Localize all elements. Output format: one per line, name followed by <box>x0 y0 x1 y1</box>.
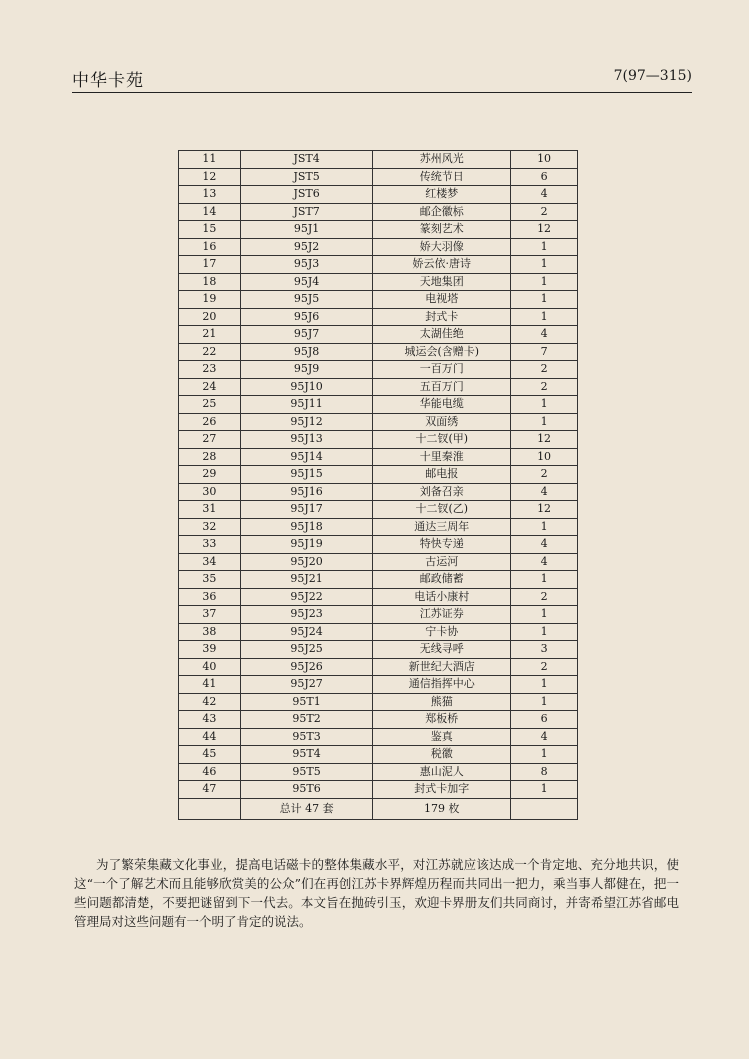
set-code: 95J22 <box>240 588 373 606</box>
row-number: 19 <box>179 291 241 309</box>
set-name: 邮企徽标 <box>373 203 511 221</box>
set-code: 95T6 <box>240 781 373 799</box>
set-name: 篆刻艺术 <box>373 221 511 239</box>
card-count: 2 <box>511 361 578 379</box>
table-row <box>179 693 578 711</box>
set-name: 惠山泥人 <box>373 763 511 781</box>
card-count: 1 <box>511 413 578 431</box>
card-count: 6 <box>511 711 578 729</box>
card-count: 1 <box>511 256 578 274</box>
row-number: 35 <box>179 571 241 589</box>
set-code: 95J17 <box>240 501 373 519</box>
set-name: 红楼梦 <box>373 186 511 204</box>
page-reference: 7(97—315) <box>613 68 692 84</box>
set-code: 95T2 <box>240 711 373 729</box>
row-number: 25 <box>179 396 241 414</box>
card-count: 12 <box>511 221 578 239</box>
card-count: 6 <box>511 168 578 186</box>
set-name: 五百万门 <box>373 378 511 396</box>
row-number: 28 <box>179 448 241 466</box>
row-number: 21 <box>179 326 241 344</box>
card-count: 12 <box>511 501 578 519</box>
set-code: 95J23 <box>240 606 373 624</box>
set-code: 95J4 <box>240 273 373 291</box>
set-code: 95J19 <box>240 536 373 554</box>
row-number: 39 <box>179 641 241 659</box>
row-number: 12 <box>179 168 241 186</box>
set-name: 郑板桥 <box>373 711 511 729</box>
set-name: 天地集团 <box>373 273 511 291</box>
journal-title: 中华卡苑 <box>72 71 144 91</box>
set-code: 95J20 <box>240 553 373 571</box>
card-count: 12 <box>511 431 578 449</box>
table-row <box>179 413 578 431</box>
set-code: 95J25 <box>240 641 373 659</box>
set-name: 十二钗(甲) <box>373 431 511 449</box>
table-row <box>179 256 578 274</box>
set-code: 95J1 <box>240 221 373 239</box>
set-code: 95J10 <box>240 378 373 396</box>
card-count: 1 <box>511 746 578 764</box>
set-name: 封式卡加字 <box>373 781 511 799</box>
set-code: JST5 <box>240 168 373 186</box>
table-row <box>179 151 578 169</box>
card-count: 4 <box>511 186 578 204</box>
table-row <box>179 623 578 641</box>
set-name: 城运会(含赠卡) <box>373 343 511 361</box>
table-row <box>179 553 578 571</box>
set-name: 刘备召亲 <box>373 483 511 501</box>
set-name: 一百万门 <box>373 361 511 379</box>
table-row <box>179 378 578 396</box>
set-name: 双面绣 <box>373 413 511 431</box>
row-number: 33 <box>179 536 241 554</box>
set-name: 电视塔 <box>373 291 511 309</box>
set-code: JST7 <box>240 203 373 221</box>
set-name: 十里秦淮 <box>373 448 511 466</box>
row-number: 11 <box>179 151 241 169</box>
table-row <box>179 221 578 239</box>
card-count: 2 <box>511 466 578 484</box>
row-number: 44 <box>179 728 241 746</box>
set-code: 95J15 <box>240 466 373 484</box>
set-code: 95J2 <box>240 238 373 256</box>
table-row <box>179 501 578 519</box>
table-row <box>179 711 578 729</box>
table-row <box>179 361 578 379</box>
set-code: 95J9 <box>240 361 373 379</box>
card-count: 2 <box>511 203 578 221</box>
card-count: 2 <box>511 378 578 396</box>
table-row <box>179 641 578 659</box>
set-name: 税徽 <box>373 746 511 764</box>
card-count: 4 <box>511 326 578 344</box>
table-row <box>179 273 578 291</box>
row-number: 16 <box>179 238 241 256</box>
row-number: 46 <box>179 763 241 781</box>
set-code: 95J12 <box>240 413 373 431</box>
row-number: 18 <box>179 273 241 291</box>
set-code: 95J18 <box>240 518 373 536</box>
body-paragraph: 为了繁荣集藏文化事业，提高电话磁卡的整体集藏水平，对江苏就应该达成一个肯定地、充分地共识，使这“一个了解艺术而且能够欣赏美的公众”们在再创江苏卡界辉煌历程而共同出一把力，乘当事人都健在，把一些问题都清楚，不要把谜留到下一代去。本文旨在抛砖引玉，欢迎卡界册友们共同商讨，并寄希望江苏省邮电管理局对这些问题有一个明了肯定的说法。 <box>74 857 679 929</box>
total-label: 总计 47 套 <box>240 798 373 819</box>
set-name: 熊猫 <box>373 693 511 711</box>
table-row <box>179 606 578 624</box>
set-name: 特快专递 <box>373 536 511 554</box>
row-number: 13 <box>179 186 241 204</box>
table-row <box>179 343 578 361</box>
row-number: 34 <box>179 553 241 571</box>
set-name: 宁卡协 <box>373 623 511 641</box>
row-number: 31 <box>179 501 241 519</box>
row-number: 26 <box>179 413 241 431</box>
set-code: 95J13 <box>240 431 373 449</box>
card-count: 1 <box>511 781 578 799</box>
card-count: 4 <box>511 553 578 571</box>
table-row <box>179 536 578 554</box>
table-row <box>179 238 578 256</box>
table-row <box>179 518 578 536</box>
card-count: 10 <box>511 151 578 169</box>
card-count: 10 <box>511 448 578 466</box>
table-row <box>179 396 578 414</box>
set-code: 95J21 <box>240 571 373 589</box>
set-code: 95J3 <box>240 256 373 274</box>
row-number: 38 <box>179 623 241 641</box>
row-number: 22 <box>179 343 241 361</box>
set-name: 娇云依·唐诗 <box>373 256 511 274</box>
table-row <box>179 658 578 676</box>
set-name: 华能电缆 <box>373 396 511 414</box>
total-blank-cell <box>179 798 241 819</box>
table-row <box>179 676 578 694</box>
set-name: 邮政储蓄 <box>373 571 511 589</box>
set-code: 95J26 <box>240 658 373 676</box>
total-empty-cell <box>511 798 578 819</box>
card-count: 1 <box>511 518 578 536</box>
card-count: 7 <box>511 343 578 361</box>
card-count: 1 <box>511 396 578 414</box>
set-name: 苏州风光 <box>373 151 511 169</box>
table-row <box>179 291 578 309</box>
card-count: 1 <box>511 693 578 711</box>
total-row <box>179 798 578 819</box>
card-count: 1 <box>511 623 578 641</box>
table-row <box>179 728 578 746</box>
card-count: 4 <box>511 728 578 746</box>
card-count: 4 <box>511 483 578 501</box>
table-row <box>179 571 578 589</box>
card-count: 1 <box>511 676 578 694</box>
row-number: 14 <box>179 203 241 221</box>
row-number: 27 <box>179 431 241 449</box>
phonecard-table <box>178 150 578 820</box>
set-name: 鉴真 <box>373 728 511 746</box>
table-row <box>179 308 578 326</box>
card-count: 1 <box>511 273 578 291</box>
set-name: 太湖佳绝 <box>373 326 511 344</box>
table-row <box>179 588 578 606</box>
row-number: 36 <box>179 588 241 606</box>
set-name: 娇大羽像 <box>373 238 511 256</box>
table-row <box>179 781 578 799</box>
card-count: 2 <box>511 588 578 606</box>
table-row <box>179 203 578 221</box>
row-number: 43 <box>179 711 241 729</box>
set-name: 封式卡 <box>373 308 511 326</box>
table-row <box>179 186 578 204</box>
row-number: 40 <box>179 658 241 676</box>
set-name: 通达三周年 <box>373 518 511 536</box>
row-number: 32 <box>179 518 241 536</box>
set-name: 江苏证券 <box>373 606 511 624</box>
set-code: 95T5 <box>240 763 373 781</box>
table-row <box>179 168 578 186</box>
set-code: 95J8 <box>240 343 373 361</box>
total-qty: 179 枚 <box>373 798 511 819</box>
row-number: 42 <box>179 693 241 711</box>
table-row <box>179 466 578 484</box>
row-number: 23 <box>179 361 241 379</box>
set-code: 95J27 <box>240 676 373 694</box>
row-number: 41 <box>179 676 241 694</box>
card-count: 4 <box>511 536 578 554</box>
set-name: 十二钗(乙) <box>373 501 511 519</box>
card-count: 1 <box>511 571 578 589</box>
set-code: JST6 <box>240 186 373 204</box>
row-number: 45 <box>179 746 241 764</box>
card-count: 1 <box>511 606 578 624</box>
table-row <box>179 483 578 501</box>
row-number: 47 <box>179 781 241 799</box>
row-number: 37 <box>179 606 241 624</box>
set-code: 95J14 <box>240 448 373 466</box>
card-count: 1 <box>511 291 578 309</box>
table-body <box>179 151 578 799</box>
set-name: 古运河 <box>373 553 511 571</box>
page-header <box>72 66 692 93</box>
table-row <box>179 763 578 781</box>
set-code: 95T1 <box>240 693 373 711</box>
card-count: 1 <box>511 238 578 256</box>
row-number: 15 <box>179 221 241 239</box>
set-code: 95J7 <box>240 326 373 344</box>
table-row <box>179 326 578 344</box>
set-name: 邮电报 <box>373 466 511 484</box>
set-name: 新世纪大酒店 <box>373 658 511 676</box>
table-row <box>179 431 578 449</box>
row-number: 20 <box>179 308 241 326</box>
set-code: 95T4 <box>240 746 373 764</box>
set-name: 传统节日 <box>373 168 511 186</box>
table-row <box>179 746 578 764</box>
set-code: 95T3 <box>240 728 373 746</box>
row-number: 30 <box>179 483 241 501</box>
row-number: 24 <box>179 378 241 396</box>
set-name: 通信指挥中心 <box>373 676 511 694</box>
set-code: 95J16 <box>240 483 373 501</box>
set-code: 95J11 <box>240 396 373 414</box>
set-name: 无线寻呼 <box>373 641 511 659</box>
card-count: 3 <box>511 641 578 659</box>
row-number: 29 <box>179 466 241 484</box>
set-code: JST4 <box>240 151 373 169</box>
table-row <box>179 448 578 466</box>
card-count: 8 <box>511 763 578 781</box>
set-code: 95J6 <box>240 308 373 326</box>
set-code: 95J5 <box>240 291 373 309</box>
card-count: 1 <box>511 308 578 326</box>
set-code: 95J24 <box>240 623 373 641</box>
set-name: 电话小康村 <box>373 588 511 606</box>
card-count: 2 <box>511 658 578 676</box>
row-number: 17 <box>179 256 241 274</box>
